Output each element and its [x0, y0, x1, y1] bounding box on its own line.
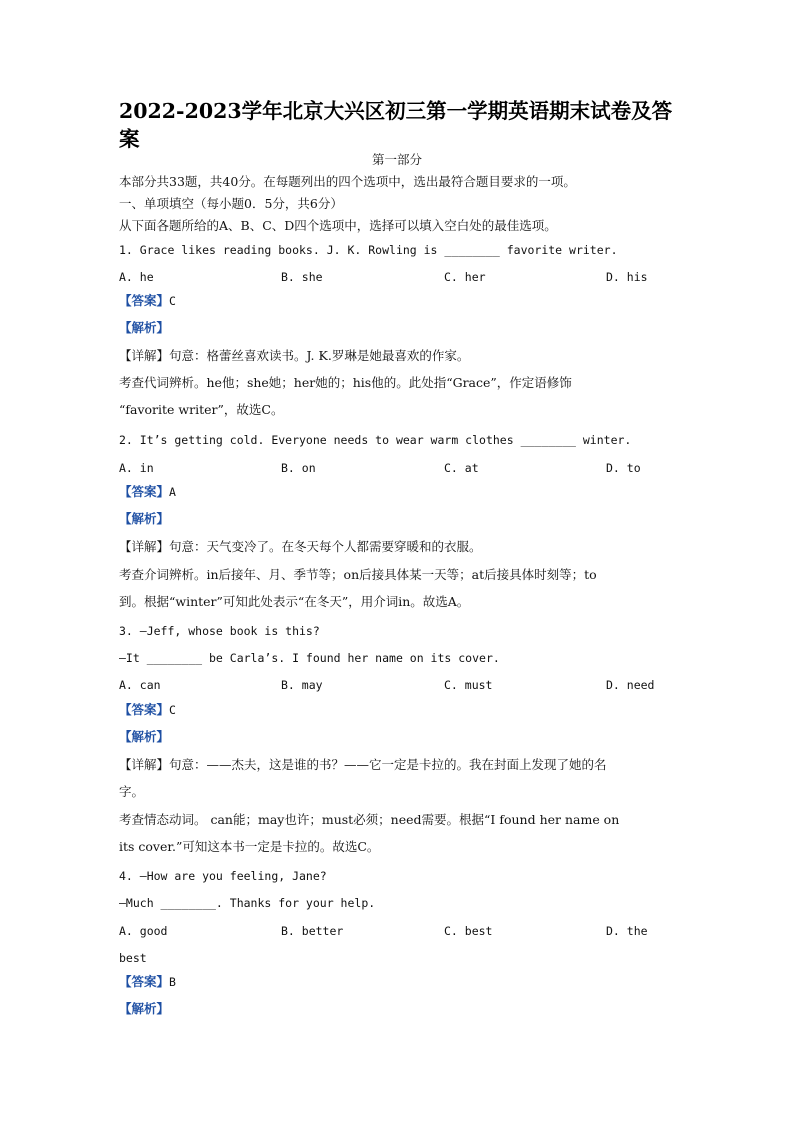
- q4-option-d-wrap: best: [119, 951, 147, 965]
- q1-option-a: A. he: [119, 270, 154, 284]
- q1-answer: [119, 293, 176, 309]
- q4-analysis: [119, 1001, 169, 1017]
- section-instruction: 从下面各题所给的A、B、C、D四个选项中，选择可以填入空白处的最佳选项。: [119, 218, 557, 233]
- q2-detail-line-2: 考查介词辨析。in后接年、月、季节等；on后接具体某一天等；at后接具体时刻等；to: [119, 567, 597, 582]
- part-intro: 本部分共33题，共40分。在每题列出的四个选项中，选出最符合题目要求的一项。: [119, 174, 576, 189]
- q2-option-a: A. in: [119, 461, 154, 475]
- q1-detail-line-3: “favorite writer”，故选C。: [119, 402, 284, 417]
- answer-label: 【答案】: [119, 293, 170, 308]
- q1-option-b: B. she: [281, 270, 323, 284]
- detail-label: 【详解】: [119, 348, 170, 363]
- q4-option-d: D. the: [606, 924, 648, 938]
- q2-option-c: C. at: [444, 461, 479, 475]
- q2-analysis: [119, 511, 169, 527]
- section-heading: 一、单项填空（每小题0．5分，共6分）: [119, 196, 343, 211]
- q3-analysis: [119, 729, 169, 745]
- q4-option-a: A. good: [119, 924, 168, 938]
- q1-option-c: C. her: [444, 270, 486, 284]
- question-2-stem: 2. It’s getting cold. Everyone needs to wear warm clothes ________ winter.: [119, 433, 632, 447]
- q2-detail-line-1: 【详解】句意：天气变冷了。在冬天每个人都需要穿暖和的衣服。: [119, 539, 482, 554]
- q3-detail-line-3: 考查情态动词。 can能；may也许；must必须；need需要。根据“I found her name on: [119, 812, 620, 827]
- q2-answer-value: A: [169, 485, 176, 499]
- question-4-stem-line-1: 4. —How are you feeling, Jane?: [119, 869, 327, 883]
- question-1-stem: 1. Grace likes reading books. J. K. Rowling is ________ favorite writer.: [119, 243, 618, 257]
- q3-option-d: D. need: [606, 678, 655, 692]
- analysis-label: 【解析】: [119, 511, 170, 526]
- analysis-label: 【解析】: [119, 320, 170, 335]
- q1-option-d: D. his: [606, 270, 648, 284]
- q3-option-c: C. must: [444, 678, 493, 692]
- q2-option-d: D. to: [606, 461, 641, 475]
- detail-label: 【详解】: [119, 757, 170, 772]
- q1-answer-value: C: [169, 294, 176, 308]
- q3-option-a: A. can: [119, 678, 161, 692]
- q2-detail-line-3: 到。根据“winter”可知此处表示“在冬天”，用介词in。故选A。: [119, 594, 470, 609]
- analysis-label: 【解析】: [119, 1001, 170, 1016]
- q1-analysis: [119, 320, 169, 336]
- question-3-stem-line-1: 3. —Jeff, whose book is this?: [119, 624, 320, 638]
- q1-detail-line-1: 【详解】句意：格蕾丝喜欢读书。J. K.罗琳是她最喜欢的作家。: [119, 348, 470, 363]
- q4-answer: [119, 974, 176, 990]
- q2-option-b: B. on: [281, 461, 316, 475]
- q4-answer-value: B: [169, 975, 176, 989]
- detail-label: 【详解】: [119, 539, 170, 554]
- question-4-stem-line-2: —Much ________. Thanks for your help.: [119, 896, 376, 910]
- q4-option-b: B. better: [281, 924, 344, 938]
- q4-option-c: C. best: [444, 924, 493, 938]
- q3-option-b: B. may: [281, 678, 323, 692]
- answer-label: 【答案】: [119, 484, 170, 499]
- analysis-label: 【解析】: [119, 729, 170, 744]
- q3-detail-line-1: 【详解】句意：——杰夫，这是谁的书？——它一定是卡拉的。我在封面上发现了她的名: [119, 757, 607, 772]
- q2-answer: [119, 484, 176, 500]
- part-heading: 第一部分: [371, 152, 422, 167]
- q3-detail-line-2: 字。: [119, 784, 145, 799]
- q1-detail-line-2: 考查代词辨析。he他；she她；her她的；his他的。此处指“Grace”，作定语修饰: [119, 375, 572, 390]
- q3-answer: [119, 702, 176, 718]
- q3-detail-line-4: its cover.”可知这本书一定是卡拉的。故选C。: [119, 839, 380, 854]
- answer-label: 【答案】: [119, 702, 170, 717]
- answer-label: 【答案】: [119, 974, 170, 989]
- question-3-stem-line-2: —It ________ be Carla’s. I found her name on its cover.: [119, 651, 500, 665]
- document-title: 2022-2023学年北京大兴区初三第一学期英语期末试卷及答案: [119, 99, 673, 151]
- q3-answer-value: C: [169, 703, 176, 717]
